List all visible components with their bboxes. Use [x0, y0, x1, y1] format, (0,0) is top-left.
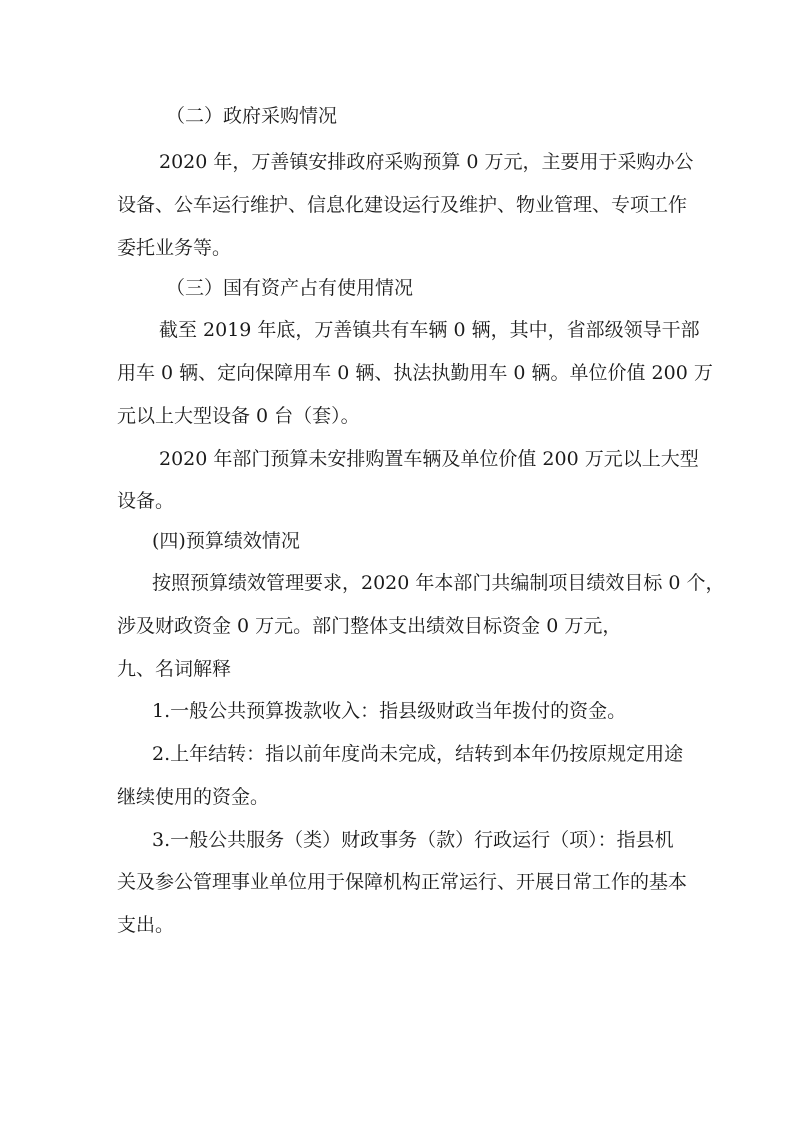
- section-heading-performance: (四)预算绩效情况: [152, 530, 300, 552]
- paragraph-line: 截至 2019 年底，万善镇共有车辆 0 辆，其中，省部级领导干部: [159, 319, 700, 341]
- paragraph-line: 按照预算绩效管理要求，2020 年本部门共编制项目绩效目标 0 个，: [152, 572, 725, 594]
- paragraph-line: 2020 年，万善镇安排政府采购预算 0 万元，主要用于采购办公: [159, 151, 694, 173]
- glossary-item-2: 2.上年结转：指以前年度尚未完成，结转到本年仍按原规定用途: [152, 743, 684, 765]
- section-heading-state-assets: （三）国有资产占有使用情况: [166, 277, 414, 299]
- glossary-item-1: 1.一般公共预算拨款收入：指县级财政当年拨付的资金。: [152, 700, 627, 722]
- paragraph-line: 设备。: [117, 490, 175, 512]
- paragraph-line: 用车 0 辆、定向保障用车 0 辆、执法执勤用车 0 辆。单位价值 200 万: [117, 362, 713, 384]
- section-heading-glossary: 九、名词解释: [117, 658, 232, 680]
- paragraph-line: 2020 年部门预算未安排购置车辆及单位价值 200 万元以上大型: [159, 448, 699, 470]
- glossary-item-3: 3.一般公共服务（类）财政事务（款）行政运行（项）：指县机: [152, 829, 674, 851]
- paragraph-line: 支出。: [117, 914, 175, 936]
- paragraph-line: 设备、公车运行维护、信息化建设运行及维护、物业管理、专项工作: [117, 194, 688, 216]
- paragraph-line: 关及参公管理事业单位用于保障机构正常运行、开展日常工作的基本: [117, 871, 688, 893]
- paragraph-line: 委托业务等。: [117, 237, 232, 259]
- paragraph-line: 继续使用的资金。: [117, 786, 270, 808]
- paragraph-line: 元以上大型设备 0 台（套）。: [117, 405, 360, 427]
- section-heading-procurement: （二）政府采购情况: [166, 105, 338, 127]
- paragraph-line: 涉及财政资金 0 万元。部门整体支出绩效目标资金 0 万元，: [117, 615, 622, 637]
